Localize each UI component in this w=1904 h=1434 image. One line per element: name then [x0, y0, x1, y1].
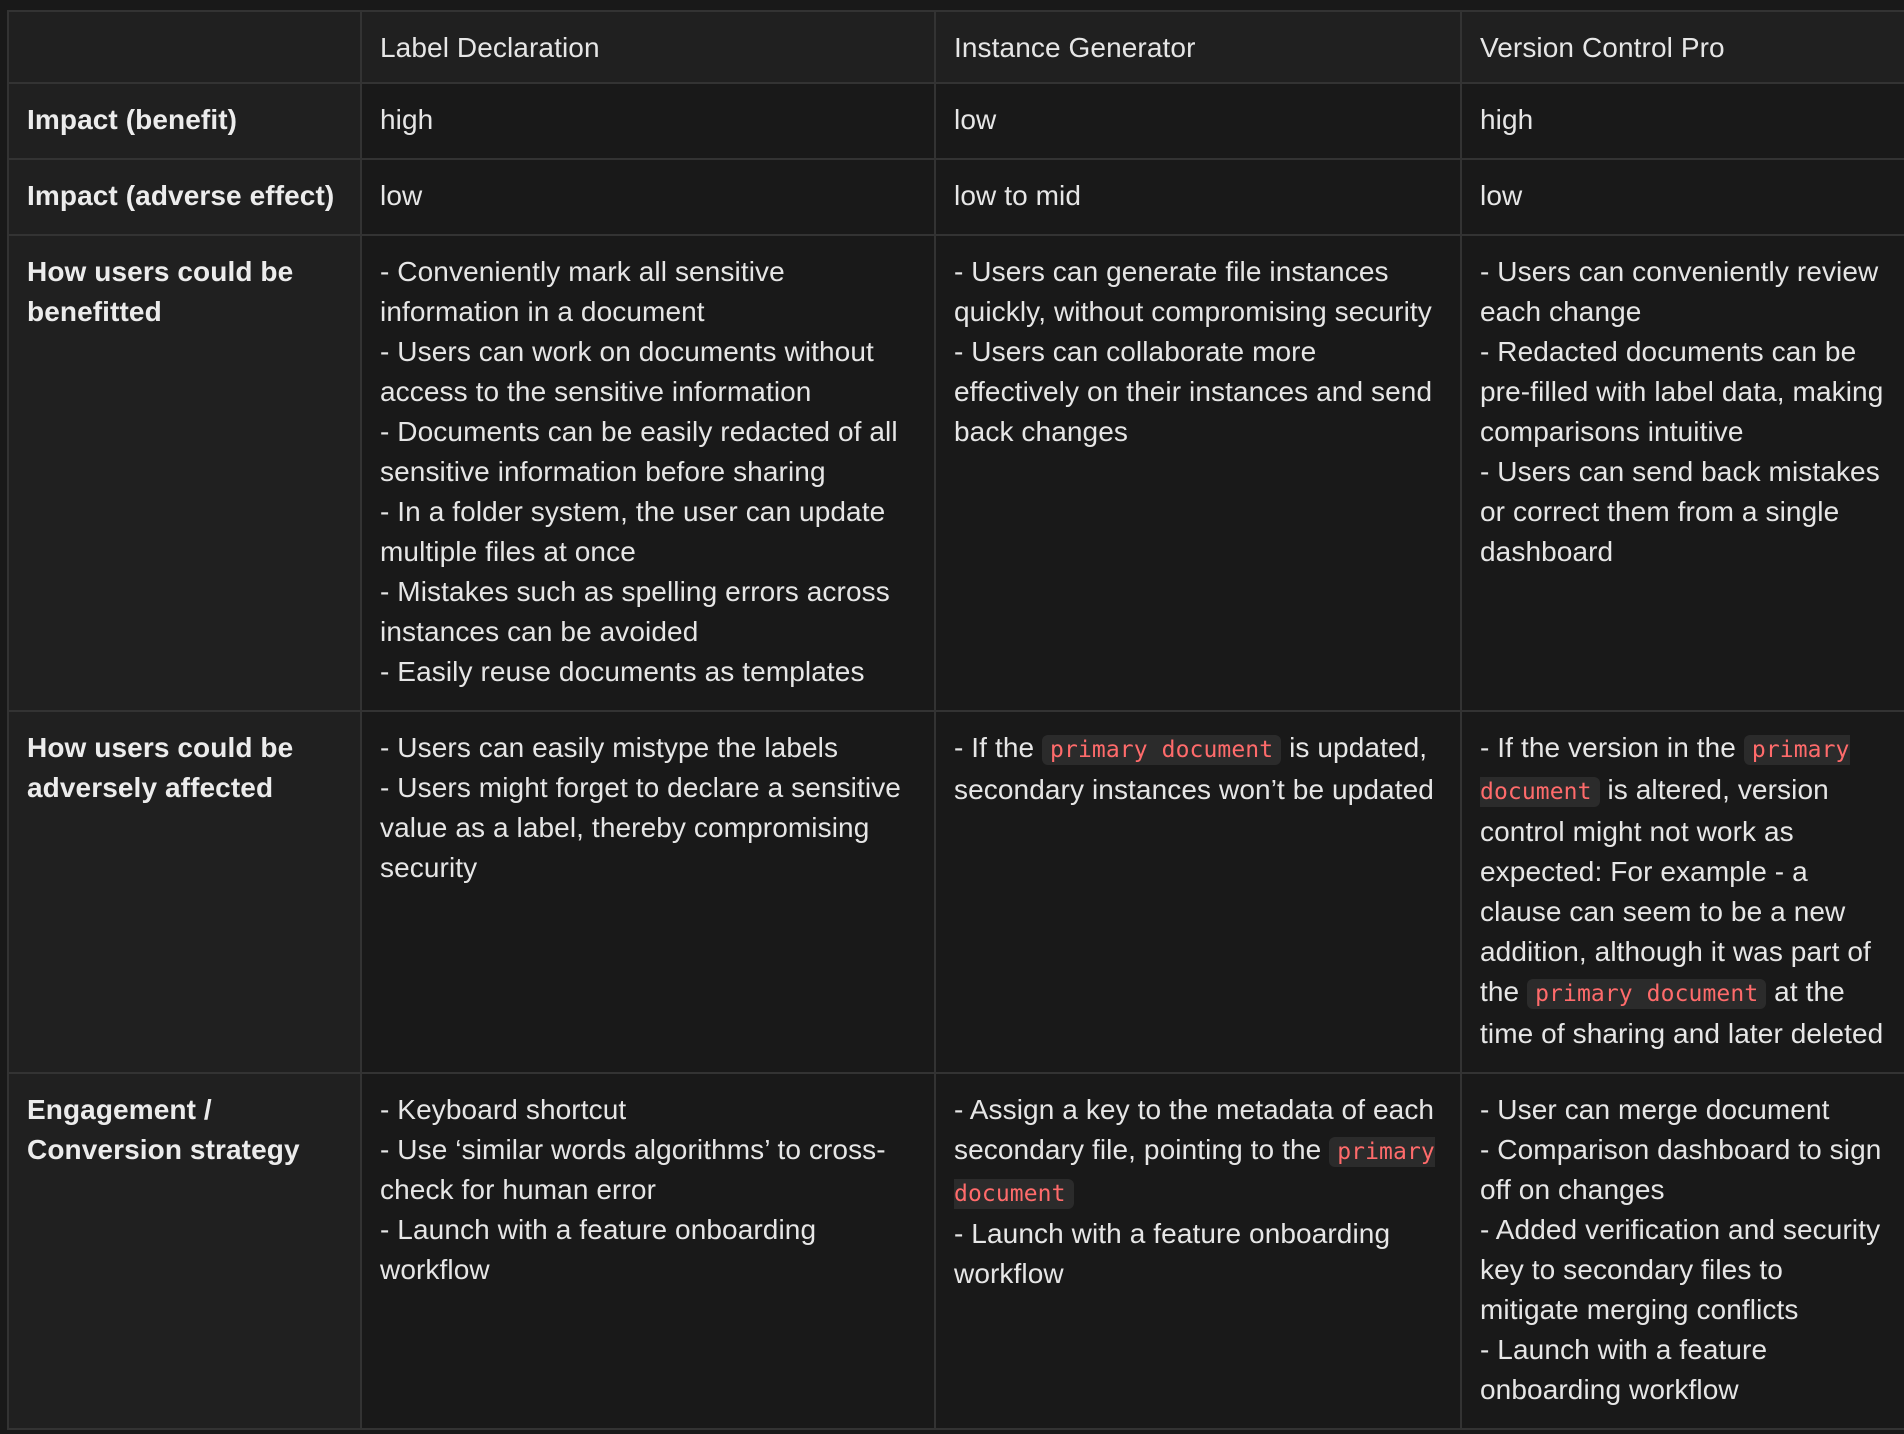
row-label-users-adversely-affected: How users could be adversely affected: [8, 711, 361, 1073]
cell-users-benefitted-instance-generator: [935, 235, 1461, 711]
cell-line: [1480, 1330, 1886, 1410]
cell-text: low: [380, 180, 423, 211]
cell-text: is updated, secondary instances won’t be updated: [954, 732, 1434, 805]
cell-users-adversely-affected-instance-generator: [935, 711, 1461, 1073]
cell-line: [954, 1090, 1442, 1214]
cell-line: [380, 1090, 916, 1130]
cell-text: - Use ‘similar words algorithms’ to cross-check for human error: [380, 1134, 886, 1205]
inline-code: primary document: [1042, 735, 1281, 765]
cell-line: [1480, 176, 1886, 216]
cell-text: - Redacted documents can be pre-filled with label data, making comparisons intuitive: [1480, 336, 1884, 447]
cell-line: [1480, 728, 1886, 1054]
inline-code: primary document: [1480, 737, 1850, 805]
cell-line: [380, 572, 916, 652]
cell-text: - Keyboard shortcut: [380, 1094, 627, 1125]
cell-text: - Conveniently mark all sensitive information in a document: [380, 256, 785, 327]
cell-line: [380, 100, 916, 140]
feature-comparison-table: [7, 10, 1904, 1430]
cell-text: - Users can generate file instances quickly, without compromising security: [954, 256, 1432, 327]
cell-text: high: [1480, 104, 1534, 135]
cell-impact-adverse-effect-instance-generator: [935, 159, 1461, 235]
cell-text: - In a folder system, the user can update multiple files at once: [380, 496, 886, 567]
row-label-users-benefitted: How users could be benefitted: [8, 235, 361, 711]
header-cell-label-declaration: Label Declaration: [361, 11, 935, 83]
cell-line: [954, 176, 1442, 216]
row-label-engagement-conversion-strategy: Engagement / Conversion strategy: [8, 1073, 361, 1429]
cell-text: - If the: [954, 732, 1043, 763]
cell-users-benefitted-label-declaration: [361, 235, 935, 711]
cell-text: - Users can send back mistakes or correct them from a single dashboard: [1480, 456, 1880, 567]
cell-line: [1480, 452, 1886, 572]
cell-line: [380, 412, 916, 492]
comparison-table-wrapper: [7, 10, 1904, 1430]
cell-text: - Users can easily mistype the labels: [380, 732, 839, 763]
cell-line: [380, 768, 916, 888]
cell-text: is altered, version control might not work as expected: For example - a clause can seem to be a new addition, although it was part of the: [1480, 774, 1871, 1007]
inline-code: primary document: [1527, 979, 1766, 1009]
cell-engagement-conversion-strategy-instance-generator: [935, 1073, 1461, 1429]
cell-line: [380, 1130, 916, 1210]
cell-impact-adverse-effect-version-control-pro: [1461, 159, 1904, 235]
cell-impact-benefit-version-control-pro: [1461, 83, 1904, 159]
cell-users-adversely-affected-label-declaration: [361, 711, 935, 1073]
cell-line: [380, 332, 916, 412]
cell-users-benefitted-version-control-pro: [1461, 235, 1904, 711]
header-cell-instance-generator: Instance Generator: [935, 11, 1461, 83]
cell-text: low to mid: [954, 180, 1082, 211]
row-label-impact-benefit: Impact (benefit): [8, 83, 361, 159]
cell-text: - Launch with a feature onboarding workflow: [380, 1214, 817, 1285]
table-row: [8, 235, 1904, 711]
cell-text: low: [1480, 180, 1523, 211]
cell-line: [954, 728, 1442, 810]
cell-line: [954, 332, 1442, 452]
cell-line: [1480, 252, 1886, 332]
cell-text: - Launch with a feature onboarding workflow: [954, 1218, 1391, 1289]
table-row: [8, 711, 1904, 1073]
table-row: [8, 83, 1904, 159]
cell-text: - Launch with a feature onboarding workflow: [1480, 1334, 1768, 1405]
inline-code: primary document: [954, 1139, 1435, 1207]
cell-line: [954, 252, 1442, 332]
cell-impact-adverse-effect-label-declaration: [361, 159, 935, 235]
cell-text: - Users can collaborate more effectively on their instances and send back changes: [954, 336, 1433, 447]
cell-text: - Mistakes such as spelling errors across instances can be avoided: [380, 576, 890, 647]
cell-engagement-conversion-strategy-label-declaration: [361, 1073, 935, 1429]
cell-text: - Users might forget to declare a sensitive value as a label, thereby compromising security: [380, 772, 901, 883]
cell-text: - If the version in the: [1480, 732, 1744, 763]
cell-text: - User can merge document: [1480, 1094, 1830, 1125]
table-row: [8, 159, 1904, 235]
cell-line: [1480, 1210, 1886, 1330]
cell-line: [380, 652, 916, 692]
cell-text: - Comparison dashboard to sign off on changes: [1480, 1134, 1882, 1205]
cell-line: [954, 100, 1442, 140]
cell-line: [1480, 1130, 1886, 1210]
header-cell-version-control-pro: Version Control Pro: [1461, 11, 1904, 83]
table-row: [8, 1073, 1904, 1429]
cell-text: - Documents can be easily redacted of all sensitive information before sharing: [380, 416, 898, 487]
cell-line: [380, 1210, 916, 1290]
cell-line: [1480, 332, 1886, 452]
cell-text: high: [380, 104, 434, 135]
cell-engagement-conversion-strategy-version-control-pro: [1461, 1073, 1904, 1429]
cell-line: [1480, 1090, 1886, 1130]
cell-text: - Added verification and security key to secondary files to mitigate merging conflicts: [1480, 1214, 1881, 1325]
cell-text: - Users can work on documents without access to the sensitive information: [380, 336, 874, 407]
cell-line: [380, 728, 916, 768]
cell-text: - Assign a key to the metadata of each secondary file, pointing to the: [954, 1094, 1435, 1165]
cell-line: [380, 492, 916, 572]
cell-line: [954, 1214, 1442, 1294]
header-cell-empty: [8, 11, 361, 83]
cell-text: low: [954, 104, 997, 135]
table-header-row: [8, 11, 1904, 83]
cell-users-adversely-affected-version-control-pro: [1461, 711, 1904, 1073]
cell-impact-benefit-label-declaration: [361, 83, 935, 159]
cell-text: at the time of sharing and later deleted: [1480, 976, 1884, 1049]
cell-impact-benefit-instance-generator: [935, 83, 1461, 159]
cell-text: - Users can conveniently review each change: [1480, 256, 1879, 327]
table-body: [8, 83, 1904, 1429]
cell-line: [380, 176, 916, 216]
cell-line: [1480, 100, 1886, 140]
cell-text: - Easily reuse documents as templates: [380, 656, 865, 687]
row-label-impact-adverse-effect: Impact (adverse effect): [8, 159, 361, 235]
cell-line: [380, 252, 916, 332]
